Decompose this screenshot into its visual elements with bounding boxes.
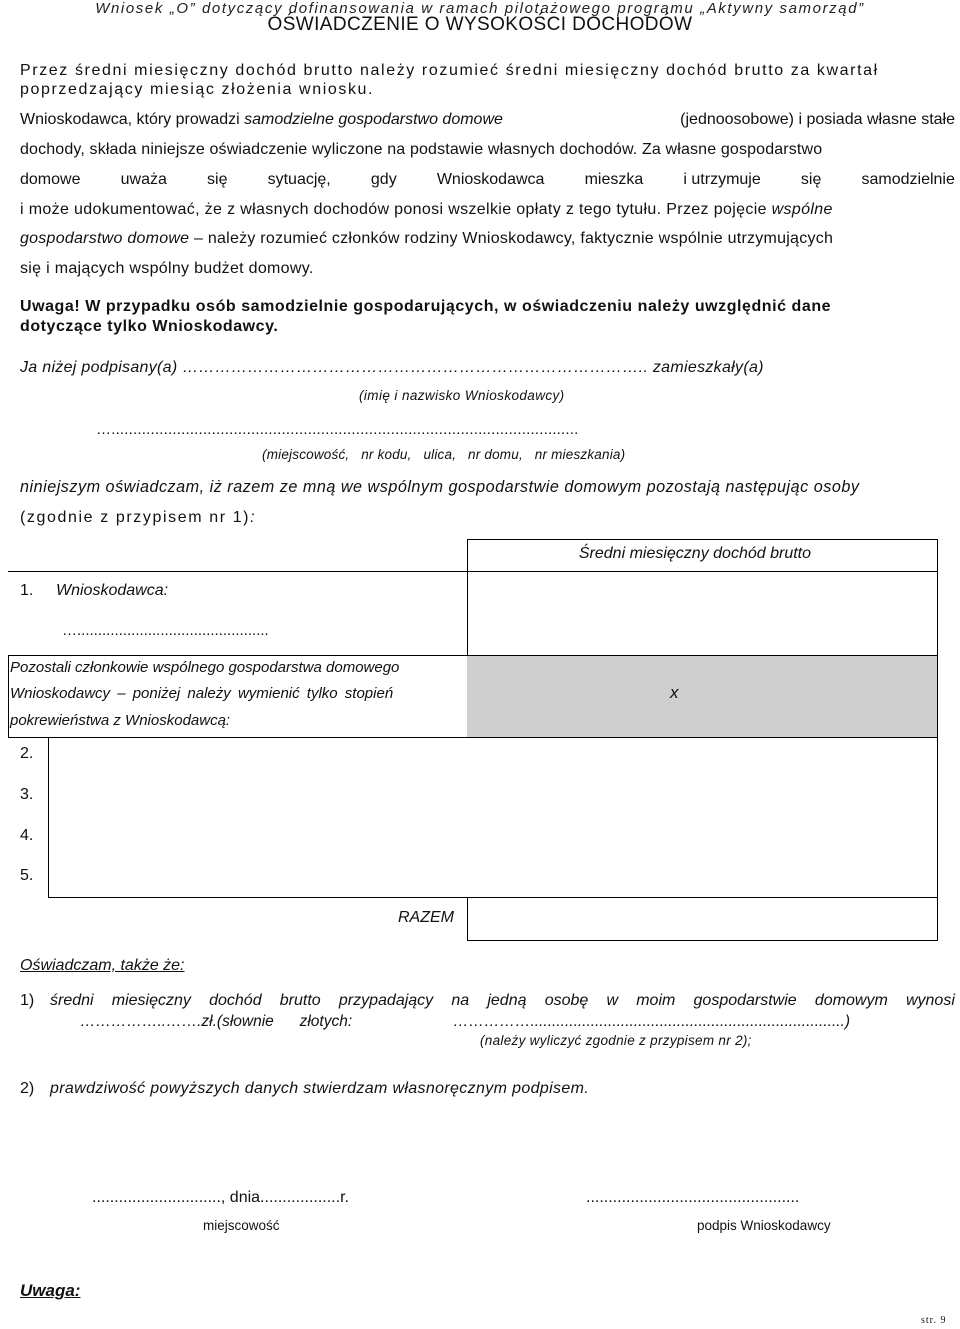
members-name-cell[interactable] — [48, 737, 468, 898]
row-5-number: 5. — [20, 867, 34, 884]
para-line-3-word: mieszka — [584, 171, 644, 188]
row-1-label-cell — [8, 571, 468, 656]
x-mark: x — [670, 683, 679, 702]
name-hint: (imię i nazwisko Wnioskodawcy) — [359, 388, 565, 403]
footer-note: Uwaga: — [20, 1281, 81, 1300]
item-1-word: przypadający — [338, 992, 434, 1009]
item-1-hint: (należy wyliczyć zgodnie z przypisem nr 2); — [480, 1033, 752, 1048]
para-line-3-word: sytuację, — [267, 171, 331, 188]
para-line-4: i może udokumentować, że z własnych dochodów ponosi wszelkie opłaty z tego tytułu. Przez pojęcie wspólne — [20, 201, 833, 218]
item-1-amount-field[interactable]: ……………..…….zł.(słownie złotych: — [80, 1013, 353, 1030]
item-1-word: domowym — [814, 992, 888, 1009]
item-1-word: miesięczny — [111, 992, 191, 1009]
para-line-2: dochody, składa niniejsze oświadczenie wyliczone na podstawie własnych dochodów. Za własne gospodarstwo — [20, 141, 823, 158]
document-subtitle: Wniosek „O” dotyczący dofinansowania w ramach pilotażowego programu „Aktywny samorząd” — [95, 0, 865, 17]
item-1-word: na — [451, 992, 470, 1009]
income-header: Średni miesięczny dochód brutto — [578, 545, 811, 562]
others-header-cell — [8, 655, 468, 738]
item-1-word: moim — [636, 992, 676, 1009]
para-line-3-word: domowe — [20, 171, 81, 188]
others-income-cell — [467, 655, 938, 738]
row-2-number: 2. — [20, 745, 34, 762]
row-1-income-cell[interactable] — [467, 571, 938, 656]
members-income-cell[interactable] — [467, 737, 938, 898]
para-line-3-word: gdy — [370, 171, 397, 188]
applicant-name-field[interactable]: ….............................................. — [62, 622, 269, 639]
item-1-number: 1) — [20, 992, 35, 1009]
declarations-heading: Oświadczam, także że: — [20, 957, 185, 974]
para-line-3-word: i utrzymuje — [683, 171, 761, 188]
para-line-1: Wnioskodawca, który prowadzi samodzielne gospodarstwo domowe (jednoosobowe) i posiada własne stałe — [20, 111, 955, 128]
warning-line-1: Uwaga! W przypadku osób samodzielnie gospodarujących, w oświadczeniu należy uwzględnić dane — [20, 298, 832, 315]
total-label: RAZEM — [398, 909, 454, 926]
row-1-label: Wnioskodawca: — [56, 582, 169, 599]
para-line-3-word: samodzielnie — [861, 171, 955, 188]
para-line-3-word: się — [207, 171, 228, 188]
document-title: OŚWIADCZENIE O WYSOKOŚCI DOCHODÓW — [267, 14, 693, 35]
item-1-word: dochód — [209, 992, 262, 1009]
declarant-line: Ja niżej podpisany(a) ………………………………………………………………………….. zamieszkały(a) — [20, 359, 764, 376]
row-4-number: 4. — [20, 827, 34, 844]
address-field[interactable]: …........................................................................................................... — [96, 421, 579, 438]
item-1-words-field[interactable]: …………….........................................................................) — [453, 1013, 851, 1030]
warning-line-2: dotyczące tylko Wnioskodawcy. — [20, 318, 279, 335]
place-date-field[interactable]: ............................., dnia..................r. — [92, 1189, 349, 1206]
item-1-word: średni — [50, 992, 94, 1009]
intro-line-1: Przez średni miesięczny dochód brutto należy rozumieć średni miesięczny dochód brutto za kwartał — [20, 62, 879, 79]
row-1-number: 1. — [20, 582, 34, 599]
item-1-word: osobę — [544, 992, 589, 1009]
others-line-1: Pozostali członkowie wspólnego gospodarstwa domowego — [10, 659, 400, 676]
others-line-2: Wnioskodawcy – poniżej należy wymienić tylko stopień — [10, 685, 394, 702]
row-3-number: 3. — [20, 786, 34, 803]
statement-line-2: (zgodnie z przypisem nr 1): — [20, 509, 257, 526]
item-2-number: 2) — [20, 1080, 35, 1097]
para-line-6: się i mających wspólny budżet domowy. — [20, 260, 314, 277]
signature-label: podpis Wnioskodawcy — [697, 1218, 831, 1233]
place-label: miejscowość — [203, 1218, 280, 1233]
item-1-word: gospodarstwie — [693, 992, 797, 1009]
item-2-text: prawdziwość powyższych danych stwierdzam własnoręcznym podpisem. — [50, 1080, 590, 1097]
item-1-word: jedną — [487, 992, 527, 1009]
para-line-3 — [20, 171, 955, 189]
signature-field[interactable]: ................................................ — [586, 1189, 800, 1206]
para-line-3-word: uważa — [120, 171, 167, 188]
item-1-word: wynosi — [905, 992, 955, 1009]
item-1-word: brutto — [279, 992, 321, 1009]
statement-line-1: niniejszym oświadczam, iż razem ze mną we wspólnym gospodarstwie domowym pozostają następując osoby — [20, 478, 860, 496]
total-income-cell[interactable] — [467, 897, 938, 941]
item-1-line-1 — [50, 992, 955, 1010]
para-line-3-word: Wnioskodawca — [436, 171, 545, 188]
para-line-3-word: się — [800, 171, 822, 188]
address-hint: (miejscowość, nr kodu, ulica, nr domu, nr mieszkania) — [262, 447, 626, 462]
intro-line-2: poprzedzający miesiąc złożenia wniosku. — [20, 81, 375, 98]
item-1-word: w — [606, 992, 619, 1009]
income-header-cell — [467, 539, 938, 572]
name-field[interactable]: ………………………………………………………………………….. — [182, 359, 649, 376]
para-line-5: gospodarstwo domowe – należy rozumieć członków rodziny Wnioskodawcy, faktycznie wspólnie utrzymujących — [20, 230, 834, 247]
others-line-3: pokrewieństwa z Wnioskodawcą: — [10, 712, 231, 729]
page-number: str. 9 — [921, 1315, 947, 1326]
